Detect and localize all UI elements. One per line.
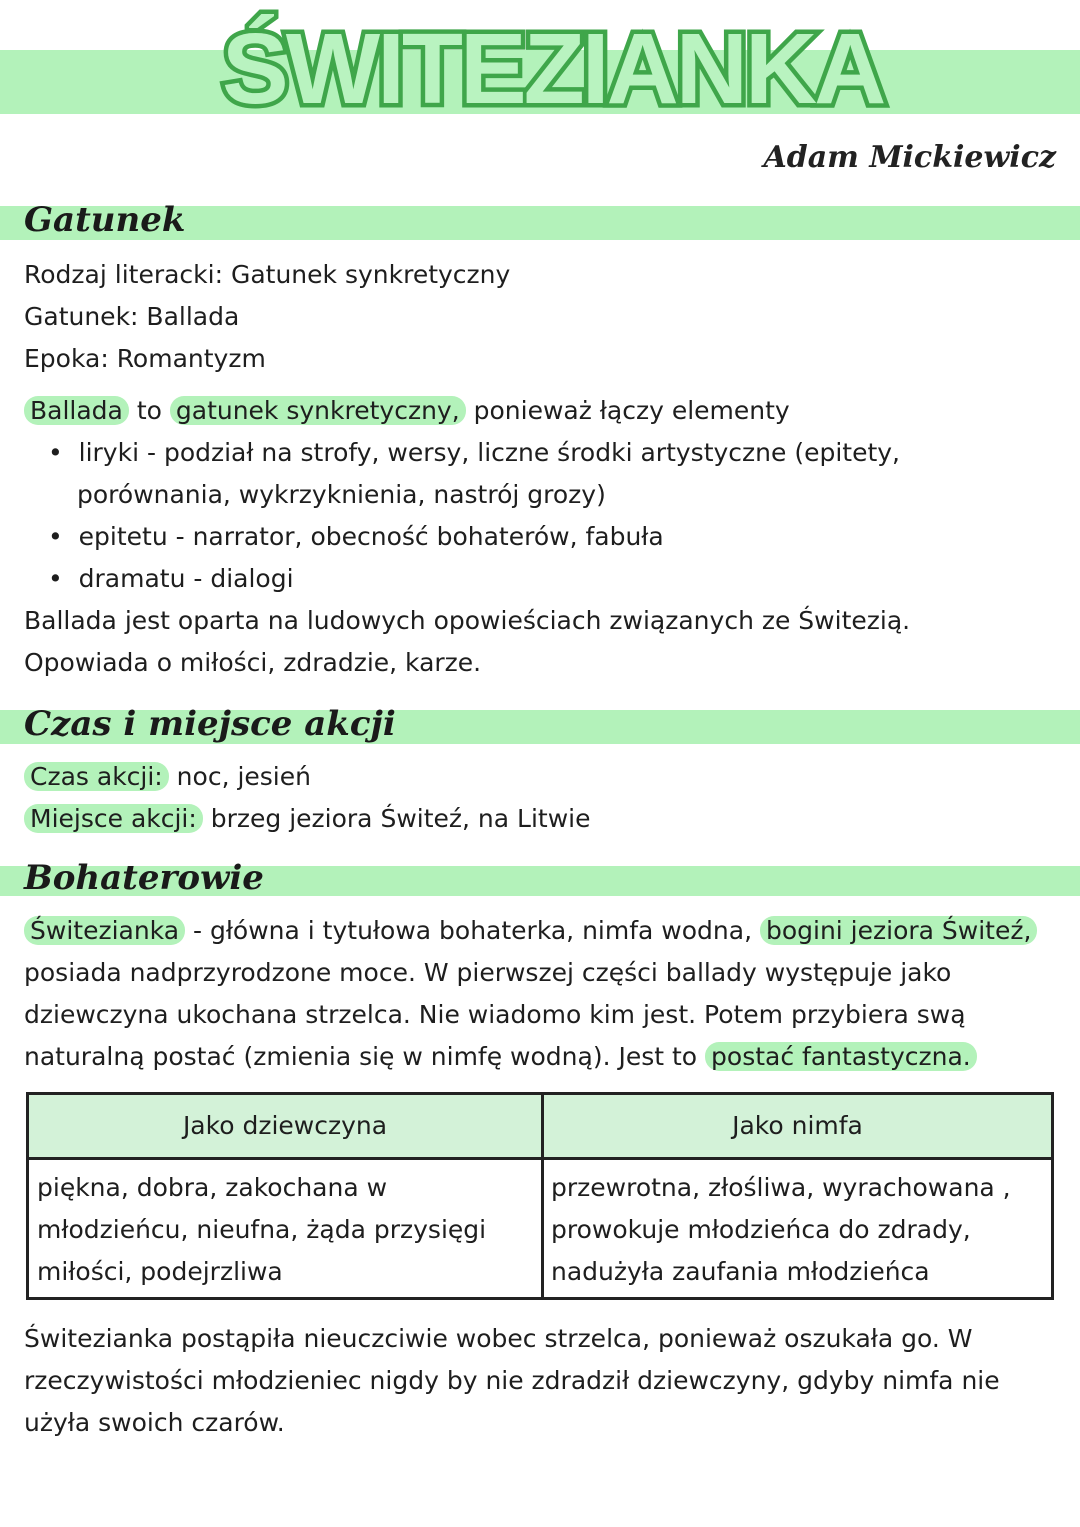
comparison-table [26,1092,1054,1300]
characters-line-3: dziewczyna ukochana strzelca. Nie wiadomo kim jest. Potem przybiera swą [24,1000,966,1029]
characters-line-2: posiada nadprzyrodzone moce. W pierwszej części ballady występuje jako [24,958,952,987]
list-item-continuation: porównania, wykrzyknienia, nastrój grozy) [77,480,606,509]
place-value: brzeg jeziora Świteź, na Litwie [202,804,591,833]
highlight-fantastic: postać fantastyczna. [705,1042,977,1071]
place-line [24,798,590,840]
section-heading-characters: Bohaterowie [24,858,264,898]
characters-line-4 [24,1036,977,1078]
section-heading-genre: Gatunek [24,200,186,240]
cell-line: nadużyła zaufania młodzieńca [551,1257,930,1286]
genre-closing-2: Opowiada o miłości, zdradzie, karze. [24,648,482,677]
cell-line: młodzieńcu, nieufna, żąda przysięgi [37,1215,487,1244]
table-cell-nymph [551,1167,1011,1293]
genre-closing-1: Ballada jest oparta na ludowych opowieściach związanych ze Świtezią. [24,606,911,635]
closing-line-2: rzeczywistości młodzieniec nigdy by nie zdradził dziewczyny, gdyby nimfa nie [24,1366,1000,1395]
cell-line: miłości, podejrzliwa [37,1257,283,1286]
genre-line-kind: Rodzaj literacki: Gatunek synkretyczny [24,260,511,289]
page-title: ŚWITEZIANKA [222,13,884,125]
genre-intro [24,390,790,432]
bullet-text: epitetu - narrator, obecność bohaterów, fabuła [78,522,664,551]
list-item: • liryki - podział na strofy, wersy, liczne środki artystyczne (epitety, [48,438,901,467]
table-cell-girl [37,1167,486,1293]
text: - główna i tytułowa bohaterka, nimfa wodna, [185,916,760,945]
list-item: • dramatu - dialogi [48,564,294,593]
author-name: Adam Mickiewicz [763,140,1056,175]
time-value: noc, jesień [168,762,311,791]
place-label: Miejsce akcji: [24,804,203,833]
time-label: Czas akcji: [24,762,169,791]
closing-line-3: użyła swoich czarów. [24,1408,285,1437]
genre-line-epoch: Epoka: Romantyzm [24,344,266,373]
bullet-text: dramatu - dialogi [78,564,294,593]
list-item: • epitetu - narrator, obecność bohaterów, fabuła [48,522,664,551]
highlight-switezianka: Świtezianka [24,916,185,945]
characters-line-1 [24,910,1037,952]
text: naturalną postać (zmienia się w nimfę wodną). Jest to [24,1042,706,1071]
table-header-nymph: Jako nimfa [732,1111,863,1140]
closing-line-1: Świtezianka postąpiła nieuczciwie wobec strzelca, ponieważ oszukała go. W [24,1324,973,1353]
section-heading-time-place: Czas i miejsce akcji [24,704,396,744]
bullet-text: liryki - podział na strofy, wersy, liczne środki artystyczne (epitety, [78,438,901,467]
genre-line-genre: Gatunek: Ballada [24,302,240,331]
cell-line: przewrotna, złośliwa, wyrachowana , [551,1173,1011,1202]
cell-line: prowokuje młodzieńca do zdrady, [551,1215,971,1244]
highlight-goddess: bogini jeziora Świteź, [760,916,1037,945]
cell-line: piękna, dobra, zakochana w [37,1173,388,1202]
text: ponieważ łączy elementy [465,396,790,425]
table-header-girl: Jako dziewczyna [182,1111,388,1140]
text: to [128,396,170,425]
time-line [24,756,311,798]
highlight-ballada: Ballada [24,396,129,425]
highlight-syncretic: gatunek synkretyczny, [170,396,466,425]
